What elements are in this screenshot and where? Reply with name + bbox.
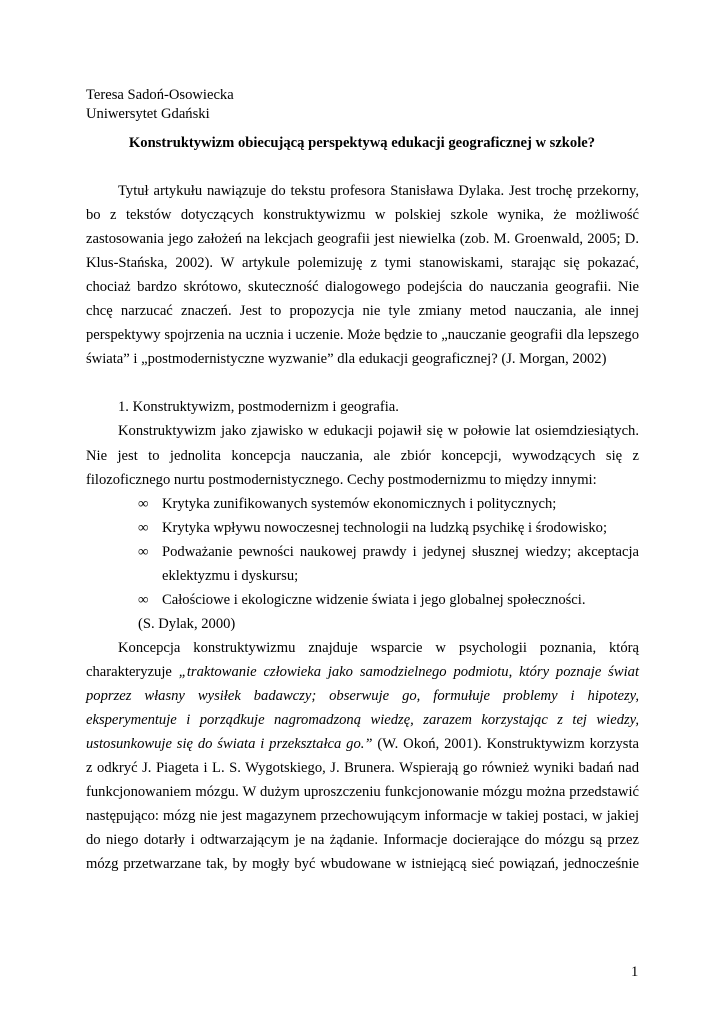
citation: (S. Dylak, 2000): [138, 615, 236, 632]
section-heading: 1. Konstruktywizm, postmodernizm i geografia.: [118, 399, 399, 416]
author-name: Teresa Sadoń-Osowiecka: [86, 87, 234, 103]
para2-text: charakteryzuje: [86, 663, 179, 680]
infinity-bullet-icon: ∞: [138, 495, 149, 512]
quote-text: ustosunkowuje się do świata i przekształca go.”: [86, 736, 373, 753]
article-title: Konstruktywizm obiecującą perspektywą edukacji geograficznej w szkole?: [128, 135, 596, 151]
bullet-text: Całościowe i ekologiczne widzenie świata i jego globalnej społeczności.: [162, 591, 586, 608]
bullet-text: Podważanie pewności naukowej prawdy i jedynej słusznej wiedzy; akceptacja: [162, 543, 639, 560]
intro-line: chociaż bardzo skrótowo, skuteczność dialogowego podejścia do nauczania geografii. Nie: [86, 279, 639, 296]
para2-text: (W. Okoń, 2001). Konstruktywizm korzysta: [372, 736, 640, 753]
paragraph-gap: [86, 371, 639, 395]
para1-line: Konstruktywizm jako zjawisko w edukacji pojawił się w połowie lat osiemdziesiątych.: [118, 423, 639, 440]
article-body: [86, 179, 639, 876]
para2-line: mózg przetwarzane tak, by mogły być wbudowane w istniejącą sieć powiązań, jednocześnie: [86, 856, 639, 873]
para2-line: do niego dotarły i odtwarzającym je na żądanie. Informacje docierające do mózgu są przez: [86, 832, 639, 849]
quote-text: eksperymentuje i porządkuje nagromadzoną wiedzę, zarazem korzystając z tej wiedzy,: [86, 712, 639, 729]
quote-text: „traktowanie człowieka jako samodzielnego podmiotu, który poznaje świat: [178, 663, 640, 680]
intro-line: Klus-Stańska, 2002). W artykule polemizuję z tymi stanowiskami, starając się pokazać,: [86, 255, 639, 272]
para2-line: [86, 708, 639, 732]
quote-text: poprzez własny wysiłek badawczy; obserwuje go, formułuje problemy i hipotezy,: [86, 687, 639, 704]
bullet-text: eklektyzmu i dyskursu;: [162, 567, 299, 584]
infinity-bullet-icon: ∞: [138, 591, 149, 608]
para2-line: funkcjonowaniem mózgu. W dużym uproszczeniu funkcjonowanie mózgu można przedstawić: [86, 784, 639, 801]
para2-line: z odkryć J. Piageta i L. S. Wygotskiego, J. Brunera. Wspierają go również wyniki badań nad: [86, 760, 639, 777]
bullet-text: Krytyka wpływu nowoczesnej technologii na ludzką psychikę i środowisko;: [162, 519, 608, 536]
para1-line: filozoficznego nurtu postmodernistycznego. Cechy postmodernizmu to między innymi:: [86, 471, 597, 488]
para2-line: [86, 660, 639, 684]
intro-line: świata” i „postmodernistyczne wyzwanie” dla edukacji geograficznej? (J. Morgan, 2002): [86, 351, 607, 368]
intro-line: perspektywy spojrzenia na ucznia i uczenie. Może będzie to „nauczanie geografii dla lepszego: [86, 327, 639, 344]
para2-line: następująco: mózg nie jest magazynem przechowującym informacje w takiej postaci, w jakiej: [86, 808, 639, 825]
intro-line: Tytuł artykułu nawiązuje do tekstu profesora Stanisława Dylaka. Jest trochę przekorny,: [118, 183, 639, 199]
bullet-item: [86, 516, 639, 540]
intro-line: bo z tekstów dotyczących konstruktywizmu w polskiej szkole wynika, że możliwość: [86, 207, 639, 224]
para2-line: [86, 732, 639, 756]
infinity-bullet-icon: ∞: [138, 519, 149, 536]
para2-line: Koncepcja konstruktywizmu znajduje wsparcie w psychologii poznania, którą: [118, 639, 639, 656]
bullet-item: [86, 540, 639, 564]
intro-line: chcę narzucać znaczeń. Jest to propozycja nie tyle zmiany metod nauczania, ale innej: [86, 303, 639, 320]
author-affiliation: Uniwersytet Gdański: [86, 106, 210, 122]
bullet-continuation: [86, 564, 639, 588]
bullet-item: [86, 588, 639, 612]
para1-line: Nie jest to jednolita koncepcja nauczania, ale zbiór koncepcji, wywodzących się z: [86, 447, 639, 464]
bullet-text: Krytyka zunifikowanych systemów ekonomicznych i politycznych;: [162, 495, 557, 512]
para2-line: [86, 684, 639, 708]
author-block: [86, 86, 234, 124]
infinity-bullet-icon: ∞: [138, 543, 149, 560]
page-number: 1: [631, 964, 639, 980]
bullet-item: [86, 492, 639, 516]
intro-line: zastosowania jego założeń na lekcjach geografii jest niewielka (zob. M. Groenwald, 2005; D.: [86, 231, 639, 248]
